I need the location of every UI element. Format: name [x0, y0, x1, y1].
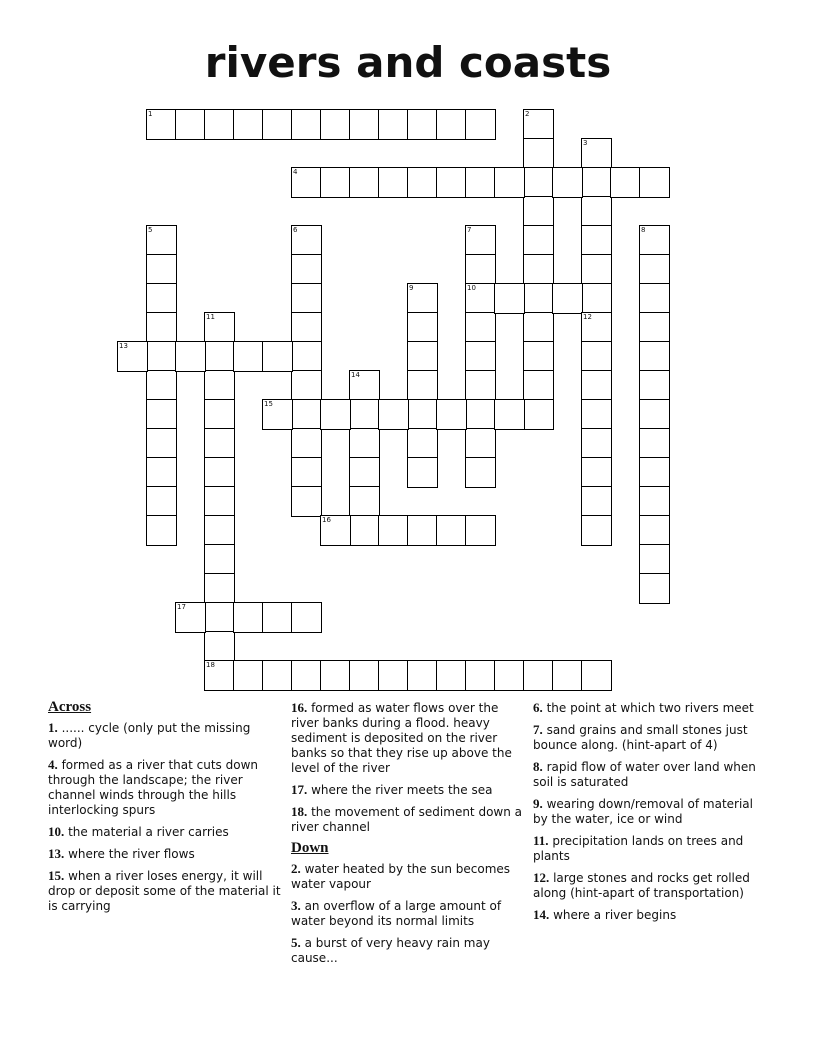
grid-cell[interactable]	[639, 254, 670, 285]
grid-cell[interactable]	[407, 399, 438, 430]
grid-cell[interactable]	[436, 109, 467, 140]
grid-cell[interactable]	[465, 370, 496, 401]
clue-item-number: 12.	[533, 870, 550, 885]
clue-item	[533, 722, 769, 753]
grid-cell[interactable]	[175, 341, 206, 372]
grid-cell[interactable]	[291, 602, 322, 633]
grid-cell[interactable]	[204, 109, 235, 140]
clue-number: 12	[583, 313, 592, 321]
across-clue-list-continued	[291, 700, 523, 835]
grid-cell[interactable]	[291, 341, 322, 372]
grid-cell[interactable]	[523, 312, 554, 343]
grid-cell[interactable]	[639, 312, 670, 343]
grid-cell[interactable]	[204, 631, 235, 662]
grid-cell[interactable]	[291, 486, 322, 517]
clue-number: 11	[206, 313, 215, 321]
grid-cell[interactable]	[639, 457, 670, 488]
clue-number: 10	[467, 284, 476, 292]
grid-cell[interactable]	[349, 109, 380, 140]
clue-item-number: 13.	[48, 846, 65, 861]
grid-cell[interactable]	[146, 109, 177, 140]
grid-cell[interactable]	[407, 515, 438, 546]
grid-cell[interactable]	[349, 660, 380, 691]
grid-cell[interactable]	[523, 399, 554, 430]
clue-item-number: 4.	[48, 757, 58, 772]
grid-cell[interactable]	[291, 428, 322, 459]
grid-cell[interactable]	[291, 660, 322, 691]
clue-number: 7	[467, 226, 472, 234]
grid-cell[interactable]	[204, 370, 235, 401]
grid-cell[interactable]	[204, 457, 235, 488]
grid-cell[interactable]	[523, 283, 554, 314]
grid-cell[interactable]	[581, 312, 612, 343]
grid-cell[interactable]	[494, 167, 525, 198]
clue-item-number: 10.	[48, 824, 65, 839]
grid-cell[interactable]	[233, 660, 264, 691]
grid-cell[interactable]	[639, 573, 670, 604]
clue-item-text: the material a river carries	[64, 825, 229, 839]
grid-cell[interactable]	[465, 254, 496, 285]
clues-column-2	[291, 700, 523, 972]
grid-cell[interactable]	[523, 660, 554, 691]
grid-cell[interactable]	[204, 515, 235, 546]
grid-cell[interactable]	[465, 283, 496, 314]
grid-cell[interactable]	[146, 457, 177, 488]
grid-cell[interactable]	[581, 225, 612, 256]
clues-column-3	[533, 700, 769, 929]
clue-item-number: 5.	[291, 935, 301, 950]
grid-cell[interactable]	[262, 341, 293, 372]
grid-cell[interactable]	[146, 341, 177, 372]
clue-item-text: precipitation lands on trees and plants	[533, 834, 744, 863]
grid-cell[interactable]	[465, 399, 496, 430]
clue-item-text: wearing down/removal of material by the water, ice or wind	[533, 797, 753, 826]
across-clue-list	[48, 720, 282, 914]
grid-cell[interactable]	[523, 225, 554, 256]
grid-cell[interactable]	[407, 312, 438, 343]
grid-cell[interactable]	[639, 225, 670, 256]
grid-cell[interactable]	[233, 341, 264, 372]
clue-item-number: 17.	[291, 782, 308, 797]
grid-cell[interactable]	[494, 660, 525, 691]
grid-cell[interactable]	[146, 254, 177, 285]
grid-cell[interactable]	[552, 283, 583, 314]
grid-cell[interactable]	[291, 225, 322, 256]
clue-item	[48, 868, 282, 914]
grid-cell[interactable]	[465, 341, 496, 372]
clue-number: 16	[322, 516, 331, 524]
grid-cell[interactable]	[291, 109, 322, 140]
clue-item	[533, 833, 769, 864]
grid-cell[interactable]	[146, 428, 177, 459]
grid-cell[interactable]	[581, 167, 612, 198]
clue-number: 9	[409, 284, 414, 292]
clue-item-text: ...... cycle (only put the missing word)	[48, 721, 251, 750]
clue-item-text: an overflow of a large amount of water beyond its normal limits	[291, 899, 502, 928]
clue-number: 15	[264, 400, 273, 408]
grid-cell[interactable]	[639, 399, 670, 430]
grid-cell[interactable]	[349, 486, 380, 517]
grid-cell[interactable]	[465, 515, 496, 546]
grid-cell[interactable]	[436, 167, 467, 198]
grid-cell[interactable]	[233, 602, 264, 633]
clue-item-text: when a river loses energy, it will drop or deposit some of the material it is carrying	[48, 869, 281, 913]
grid-cell[interactable]	[378, 515, 409, 546]
grid-cell[interactable]	[610, 167, 641, 198]
clue-number: 4	[293, 168, 298, 176]
grid-cell[interactable]	[262, 109, 293, 140]
grid-cell[interactable]	[291, 167, 322, 198]
grid-cell[interactable]	[552, 660, 583, 691]
grid-cell[interactable]	[262, 602, 293, 633]
clue-number: 1	[148, 110, 153, 118]
grid-cell[interactable]	[291, 254, 322, 285]
clue-item-number: 18.	[291, 804, 308, 819]
grid-cell[interactable]	[204, 399, 235, 430]
clue-item	[48, 824, 282, 840]
clue-item-number: 1.	[48, 720, 58, 735]
grid-cell[interactable]	[146, 225, 177, 256]
clue-item-text: the point at which two rivers meet	[542, 701, 754, 715]
grid-cell[interactable]	[639, 486, 670, 517]
grid-cell[interactable]	[523, 167, 554, 198]
clue-number: 13	[119, 342, 128, 350]
clue-item	[48, 846, 282, 862]
page-title: rivers and coasts	[204, 38, 612, 87]
clue-item-number: 14.	[533, 907, 550, 922]
grid-cell[interactable]	[204, 486, 235, 517]
down-clue-list	[291, 861, 523, 966]
grid-cell[interactable]	[204, 602, 235, 633]
grid-cell[interactable]	[465, 428, 496, 459]
grid-cell[interactable]	[639, 544, 670, 575]
grid-cell[interactable]	[407, 167, 438, 198]
grid-cell[interactable]	[523, 254, 554, 285]
grid-cell[interactable]	[204, 544, 235, 575]
clue-item-text: water heated by the sun becomes water vapour	[291, 862, 511, 891]
clue-item	[533, 759, 769, 790]
grid-cell[interactable]	[349, 399, 380, 430]
across-heading: Across	[48, 699, 92, 715]
grid-cell[interactable]	[465, 167, 496, 198]
clue-item-number: 16.	[291, 700, 308, 715]
grid-cell[interactable]	[465, 109, 496, 140]
grid-cell[interactable]	[436, 399, 467, 430]
grid-cell[interactable]	[320, 109, 351, 140]
grid-cell[interactable]	[581, 515, 612, 546]
grid-cell[interactable]	[378, 660, 409, 691]
grid-cell[interactable]	[320, 515, 351, 546]
grid-cell[interactable]	[581, 457, 612, 488]
clue-number: 14	[351, 371, 360, 379]
grid-cell[interactable]	[378, 399, 409, 430]
grid-cell[interactable]	[523, 341, 554, 372]
grid-cell[interactable]	[581, 370, 612, 401]
grid-cell[interactable]	[639, 167, 670, 198]
grid-cell[interactable]	[407, 341, 438, 372]
clue-item	[533, 907, 769, 923]
clue-item-text: where the river meets the sea	[307, 783, 493, 797]
down-clue-list-continued	[533, 700, 769, 923]
grid-cell[interactable]	[204, 341, 235, 372]
grid-cell[interactable]	[494, 283, 525, 314]
grid-cell[interactable]	[291, 312, 322, 343]
clue-item-text: a burst of very heavy rain may cause...	[291, 936, 490, 965]
clues-column-1	[48, 700, 282, 920]
grid-cell[interactable]	[146, 486, 177, 517]
grid-cell[interactable]	[291, 283, 322, 314]
grid-cell[interactable]	[523, 196, 554, 227]
grid-cell[interactable]	[639, 515, 670, 546]
clue-item	[291, 782, 523, 798]
grid-cell[interactable]	[465, 312, 496, 343]
grid-cell[interactable]	[175, 602, 206, 633]
clue-item	[533, 796, 769, 827]
grid-cell[interactable]	[639, 283, 670, 314]
grid-cell[interactable]	[581, 138, 612, 169]
grid-cell[interactable]	[349, 428, 380, 459]
grid-cell[interactable]	[204, 660, 235, 691]
grid-cell[interactable]	[407, 660, 438, 691]
clue-item-text: where the river flows	[64, 847, 195, 861]
clue-item-number: 6.	[533, 700, 543, 715]
grid-cell[interactable]	[349, 167, 380, 198]
clue-item	[291, 898, 523, 929]
grid-cell[interactable]	[146, 312, 177, 343]
grid-cell[interactable]	[581, 486, 612, 517]
grid-cell[interactable]	[523, 138, 554, 169]
clue-item-text: where a river begins	[549, 908, 677, 922]
grid-cell[interactable]	[320, 167, 351, 198]
grid-cell[interactable]	[146, 399, 177, 430]
clue-number: 3	[583, 139, 588, 147]
clue-item-number: 7.	[533, 722, 543, 737]
grid-cell[interactable]	[465, 660, 496, 691]
grid-cell[interactable]	[262, 660, 293, 691]
grid-cell[interactable]	[639, 370, 670, 401]
grid-cell[interactable]	[291, 457, 322, 488]
grid-cell[interactable]	[407, 457, 438, 488]
clue-item	[533, 870, 769, 901]
grid-cell[interactable]	[581, 660, 612, 691]
clue-number: 5	[148, 226, 153, 234]
clue-item	[291, 861, 523, 892]
grid-cell[interactable]	[436, 515, 467, 546]
clue-item	[48, 757, 282, 818]
clue-item-number: 3.	[291, 898, 301, 913]
grid-cell[interactable]	[349, 457, 380, 488]
grid-cell[interactable]	[465, 225, 496, 256]
clue-item	[48, 720, 282, 751]
grid-cell[interactable]	[204, 573, 235, 604]
clue-item	[533, 700, 769, 716]
grid-cell[interactable]	[581, 254, 612, 285]
clue-item-text: formed as a river that cuts down through the landscape; the river channel winds through the hills interlocking spurs	[48, 758, 258, 817]
grid-cell[interactable]	[117, 341, 148, 372]
clue-number: 17	[177, 603, 186, 611]
clue-item	[291, 700, 523, 776]
grid-cell[interactable]	[581, 196, 612, 227]
clue-number: 8	[641, 226, 646, 234]
clue-item-text: formed as water flows over the river banks during a flood. heavy sediment is deposited on the river banks so that they rise up above the level of the river	[291, 701, 512, 775]
grid-cell[interactable]	[146, 283, 177, 314]
grid-cell[interactable]	[320, 399, 351, 430]
grid-cell[interactable]	[262, 399, 293, 430]
grid-cell[interactable]	[581, 341, 612, 372]
clue-item-number: 8.	[533, 759, 543, 774]
grid-cell[interactable]	[581, 399, 612, 430]
grid-cell[interactable]	[465, 457, 496, 488]
grid-cell[interactable]	[523, 109, 554, 140]
grid-cell[interactable]	[349, 515, 380, 546]
grid-cell[interactable]	[291, 399, 322, 430]
grid-cell[interactable]	[436, 660, 467, 691]
clue-number: 2	[525, 110, 530, 118]
grid-cell[interactable]	[175, 109, 206, 140]
grid-cell[interactable]	[523, 370, 554, 401]
clue-item-text: large stones and rocks get rolled along (hint-apart of transportation)	[533, 871, 750, 900]
grid-cell[interactable]	[407, 109, 438, 140]
clue-item-number: 15.	[48, 868, 65, 883]
clue-item-text: rapid flow of water over land when soil is saturated	[533, 760, 756, 789]
grid-cell[interactable]	[378, 109, 409, 140]
grid-cell[interactable]	[639, 428, 670, 459]
clue-number: 18	[206, 661, 215, 669]
grid-cell[interactable]	[581, 428, 612, 459]
grid-cell[interactable]	[146, 515, 177, 546]
down-heading: Down	[291, 840, 329, 856]
clue-item	[291, 935, 523, 966]
grid-cell[interactable]	[378, 167, 409, 198]
grid-cell[interactable]	[146, 370, 177, 401]
grid-cell[interactable]	[349, 370, 380, 401]
clue-item-number: 11.	[533, 833, 549, 848]
grid-cell[interactable]	[204, 428, 235, 459]
grid-cell[interactable]	[552, 167, 583, 198]
grid-cell[interactable]	[407, 428, 438, 459]
clue-item	[291, 804, 523, 835]
grid-cell[interactable]	[204, 312, 235, 343]
clue-item-text: sand grains and small stones just bounce along. (hint-apart of 4)	[533, 723, 748, 752]
grid-cell[interactable]	[494, 399, 525, 430]
clue-number: 6	[293, 226, 298, 234]
grid-cell[interactable]	[233, 109, 264, 140]
grid-cell[interactable]	[320, 660, 351, 691]
grid-cell[interactable]	[291, 370, 322, 401]
clue-item-number: 2.	[291, 861, 301, 876]
clue-item-text: the movement of sediment down a river channel	[291, 805, 522, 834]
grid-cell[interactable]	[407, 370, 438, 401]
grid-cell[interactable]	[639, 341, 670, 372]
clue-item-number: 9.	[533, 796, 543, 811]
grid-cell[interactable]	[581, 283, 612, 314]
grid-cell[interactable]	[407, 283, 438, 314]
